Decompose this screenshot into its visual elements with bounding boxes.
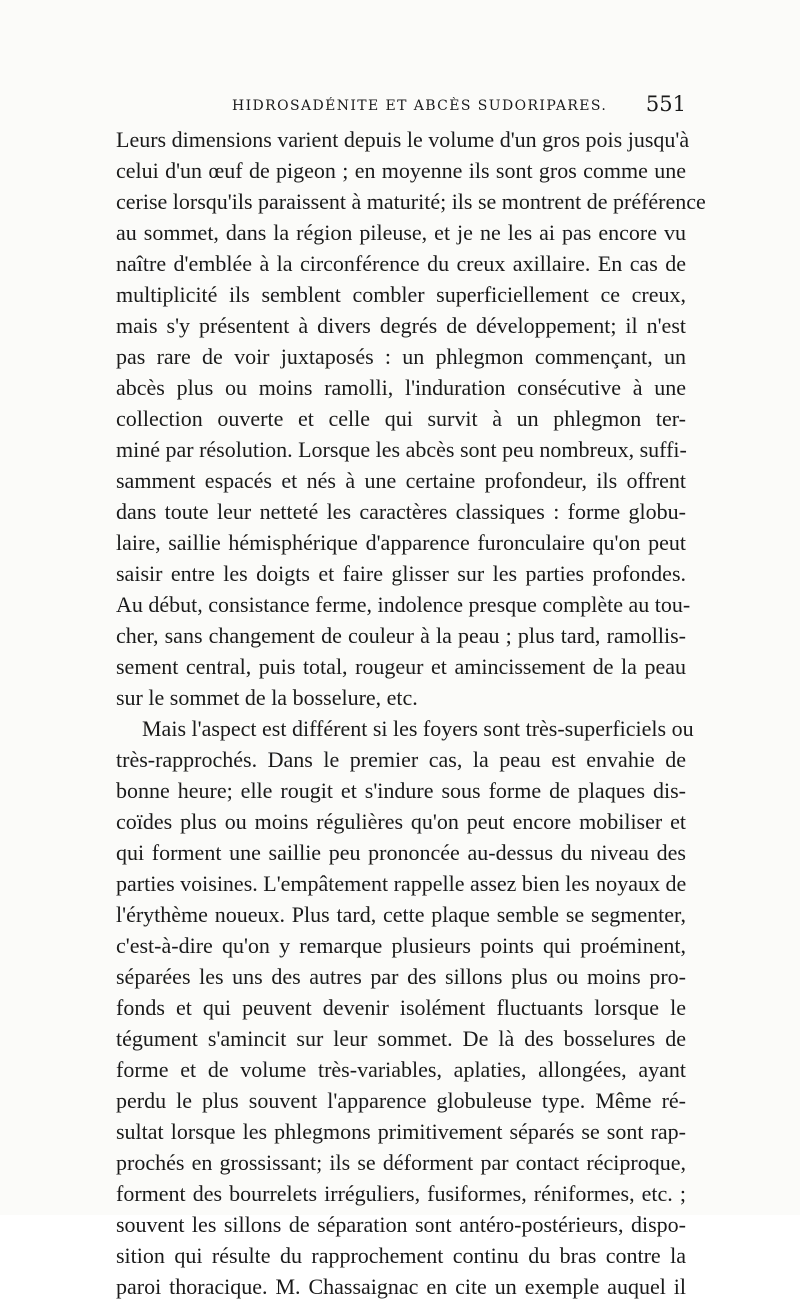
text-line: sement central, puis total, rougeur et amincissement de la peau [116, 654, 686, 679]
text-line: sur le sommet de la bosselure, etc. [116, 685, 418, 710]
text-line: sition qui résulte du rapprochement continu du bras contre la [116, 1243, 686, 1268]
text-line: abcès plus ou moins ramolli, l'induration consécutive à une [116, 375, 686, 400]
text-line: cerise lorsqu'ils paraissent à maturité; ils se montrent de préférence [116, 189, 706, 214]
text-line: Leurs dimensions varient depuis le volume d'un gros pois jusqu'à [116, 127, 690, 152]
body-text [116, 124, 706, 1302]
paragraph [116, 124, 706, 713]
text-line: pas rare de voir juxtaposés : un phlegmon commençant, un [116, 344, 686, 369]
text-line: dans toute leur netteté les caractères classiques : forme globu- [116, 499, 686, 524]
text-line: Au début, consistance ferme, indolence presque complète au tou- [116, 592, 691, 617]
text-line: miné par résolution. Lorsque les abcès sont peu nombreux, suffi- [116, 437, 687, 462]
text-line: celui d'un œuf de pigeon ; en moyenne ils sont gros comme une [116, 158, 686, 183]
text-line: saisir entre les doigts et faire glisser sur les parties profondes. [116, 561, 686, 586]
text-line: paroi thoracique. M. Chassaignac en cite un exemple auquel il [116, 1274, 686, 1299]
text-line: forment des bourrelets irréguliers, fusiformes, réniformes, etc. ; [116, 1181, 686, 1206]
text-line: prochés en grossissant; ils se déforment par contact réciproque, [116, 1150, 686, 1175]
text-line: forme et de volume très-variables, aplaties, allongées, ayant [116, 1057, 686, 1082]
text-line: qui forment une saillie peu prononcée au-dessus du niveau des [116, 840, 686, 865]
text-line: laire, saillie hémisphérique d'apparence furonculaire qu'on peut [116, 530, 686, 555]
text-line: samment espacés et nés à une certaine profondeur, ils offrent [116, 468, 686, 493]
text-line: c'est-à-dire qu'on y remarque plusieurs points qui proéminent, [116, 933, 686, 958]
page-number: 551 [645, 92, 686, 116]
text-line: mais s'y présentent à divers degrés de développement; il n'est [116, 313, 686, 338]
text-line: perdu le plus souvent l'apparence globuleuse type. Même ré- [116, 1088, 686, 1113]
text-line: bonne heure; elle rougit et s'indure sous forme de plaques dis- [116, 778, 686, 803]
text-line: cher, sans changement de couleur à la peau ; plus tard, ramollis- [116, 623, 686, 648]
text-line: souvent les sillons de séparation sont antéro-postérieurs, dispo- [116, 1212, 686, 1237]
text-line: multiplicité ils semblent combler superficiellement ce creux, [116, 282, 686, 307]
text-line: coïdes plus ou moins régulières qu'on peut encore mobiliser et [116, 809, 686, 834]
running-title: HIDROSADÉNITE ET ABCÈS SUDORIPARES. [232, 98, 608, 114]
text-line: sultat lorsque les phlegmons primitivement séparés se sont rap- [116, 1119, 686, 1144]
text-line: au sommet, dans la région pileuse, et je ne les ai pas encore vu [116, 220, 686, 245]
text-line: très-rapprochés. Dans le premier cas, la peau est envahie de [116, 747, 686, 772]
text-line: collection ouverte et celle qui survit à un phlegmon ter- [116, 406, 686, 431]
text-line: naître d'emblée à la circonférence du creux axillaire. En cas de [116, 251, 686, 276]
paragraph [116, 713, 694, 1302]
text-line: tégument s'amincit sur leur sommet. De là des bosselures de [116, 1026, 686, 1051]
text-line: parties voisines. L'empâtement rappelle assez bien les noyaux de [116, 871, 687, 896]
text-line: fonds et qui peuvent devenir isolément fluctuants lorsque le [116, 995, 686, 1020]
text-line: l'érythème noueux. Plus tard, cette plaque semble se segmenter, [116, 902, 686, 927]
text-line: séparées les uns des autres par des sillons plus ou moins pro- [116, 964, 686, 989]
text-line: Mais l'aspect est différent si les foyers sont très-superficiels ou [142, 716, 694, 741]
running-head [116, 92, 686, 120]
